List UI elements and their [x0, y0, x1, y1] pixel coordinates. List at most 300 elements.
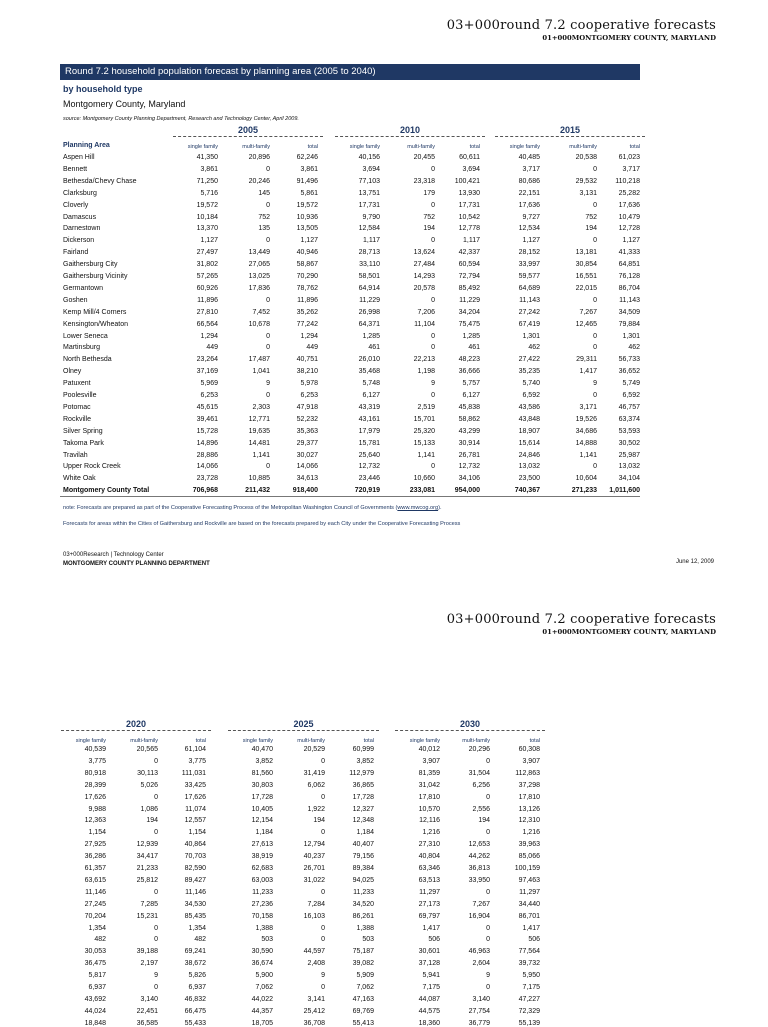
header-title: 03+000round 7.2 cooperative forecasts — [446, 612, 716, 627]
table-cell: 10,405 — [251, 805, 273, 813]
table-cell: 5,900 — [255, 972, 273, 980]
table-cell: 0 — [154, 924, 158, 932]
table-cell: 7,285 — [140, 900, 158, 908]
table-cell: 0 — [486, 924, 490, 932]
table-cell: 33,425 — [184, 781, 206, 789]
table-cell: 11,233 — [252, 888, 273, 896]
table-cell: 3,140 — [472, 995, 490, 1003]
table-cell: 22,151 — [518, 189, 540, 197]
table-cell: 30,027 — [296, 451, 318, 459]
table-cell: 0 — [431, 463, 435, 471]
column-header: multi-family — [569, 144, 597, 150]
table-cell: 66,564 — [196, 320, 218, 328]
table-cell: 112,979 — [349, 769, 374, 777]
table-cell: 20,455 — [413, 154, 435, 161]
table-cell: 0 — [431, 296, 435, 304]
note-text-end: ). — [438, 505, 442, 511]
table-cell: 31,504 — [468, 769, 490, 777]
table-cell: 6,253 — [200, 392, 218, 399]
column-header: total — [363, 738, 374, 744]
table-cell: 1,216 — [522, 829, 540, 837]
table-cell: 12,327 — [352, 805, 374, 813]
table-cell: 0 — [321, 924, 325, 932]
table-cell: 179 — [423, 189, 435, 197]
table-cell: 18,360 — [418, 1019, 440, 1027]
table-cell: 81,359 — [418, 769, 440, 777]
table-cell: 3,861 — [200, 165, 218, 173]
table-cell: 39,732 — [518, 960, 540, 968]
table-cell: 20,296 — [468, 746, 490, 753]
table-cell: 10,678 — [248, 320, 270, 328]
table-cell: 36,813 — [468, 865, 490, 872]
column-header: multi-family — [297, 738, 325, 744]
column-header: single family — [349, 144, 380, 150]
table-cell: 3,717 — [522, 165, 540, 173]
table-cell: 37,298 — [518, 781, 540, 789]
table-cell: 7,267 — [579, 308, 597, 316]
table-cell: 0 — [154, 829, 158, 837]
table-cell: 5,757 — [462, 380, 480, 388]
table-cell: 47,918 — [296, 403, 318, 411]
table-cell: 11,896 — [297, 296, 318, 304]
planning-area-name: Bennett — [63, 165, 88, 173]
table-cell: 19,572 — [196, 201, 218, 209]
table-cell: 1,117 — [363, 237, 380, 245]
table-cell: 752 — [258, 213, 270, 221]
table-cell: 27,173 — [418, 900, 440, 908]
table-cell: 44,597 — [303, 948, 325, 956]
table-cell: 75,475 — [458, 320, 480, 328]
table-cell: 11,297 — [419, 888, 440, 896]
table-cell: 27,613 — [251, 841, 273, 849]
table-cell: 29,532 — [575, 177, 597, 185]
table-cell: 85,492 — [458, 284, 480, 292]
table-cell: 14,066 — [196, 463, 218, 471]
table-cell: 11,297 — [519, 888, 540, 896]
table-cell: 40,237 — [303, 853, 325, 861]
table-cell: 30,113 — [137, 769, 158, 777]
table-cell: 12,732 — [358, 463, 380, 471]
table-cell: 18,705 — [251, 1019, 273, 1027]
note-city-forecasts: Forecasts for areas within the Cities of Gaithersburg and Rockville are based on the forecasts prepared by each City under the Cooperative Forecasting Process — [63, 521, 461, 527]
source-note: source: Montgomery County Planning Department, Research and Technology Center, April 2009. — [63, 116, 299, 122]
table-cell: 6,592 — [522, 392, 540, 399]
table-cell: 31,802 — [196, 261, 218, 269]
table-cell: 3,775 — [88, 757, 106, 765]
table-cell: 506 — [528, 936, 540, 944]
table-cell: 13,751 — [358, 189, 380, 197]
table-cell: 43,692 — [84, 995, 106, 1003]
table-cell: 62,246 — [296, 154, 318, 161]
table-cell: 60,611 — [459, 154, 480, 161]
table-cell: 62,683 — [251, 865, 273, 872]
table-cell: 19,635 — [248, 427, 270, 435]
table-cell: 0 — [154, 984, 158, 991]
table-cell: 15,781 — [358, 439, 380, 447]
table-cell: 1,184 — [356, 829, 374, 837]
table-cell: 740,367 — [514, 487, 540, 495]
table-cell: 11,233 — [353, 888, 374, 896]
table-cell: 44,024 — [84, 1007, 106, 1015]
table-cell: 39,082 — [352, 960, 374, 968]
table-cell: 27,310 — [418, 841, 440, 849]
table-cell: 70,204 — [84, 912, 106, 920]
table-cell: 38,919 — [251, 853, 273, 861]
table-cell: 9 — [154, 972, 158, 980]
table-cell: 0 — [266, 463, 270, 471]
table-cell: 17,731 — [358, 201, 380, 209]
table-cell: 20,529 — [303, 746, 325, 753]
table-cell: 44,357 — [251, 1007, 273, 1015]
table-cell: 28,152 — [518, 249, 540, 257]
table-cell: 76,128 — [618, 273, 640, 280]
table-cell: 85,066 — [518, 853, 540, 861]
table-cell: 0 — [431, 165, 435, 173]
planning-area-name: Gaithersburg City — [63, 261, 118, 269]
column-header: multi-family — [130, 738, 158, 744]
table-cell: 16,103 — [303, 912, 325, 920]
table-cell: 0 — [266, 237, 270, 245]
planning-area-name: Patuxent — [63, 380, 91, 388]
table-cell: 1,216 — [422, 829, 440, 837]
column-header: total — [469, 144, 480, 150]
table-cell: 11,074 — [185, 805, 206, 813]
table-cell: 25,640 — [358, 451, 380, 459]
table-cell: 42,337 — [458, 249, 480, 257]
table-cell: 110,218 — [615, 177, 640, 185]
header-subtitle: 01+000MONTGOMERY COUNTY, MARYLAND — [542, 34, 716, 42]
table-cell: 1,417 — [422, 924, 440, 932]
table-cell: 11,146 — [185, 888, 206, 896]
table-cell: 1,301 — [622, 332, 640, 340]
table-cell: 12,154 — [251, 817, 273, 825]
table-cell: 55,139 — [518, 1019, 540, 1027]
table-cell: 233,081 — [409, 487, 435, 495]
table-cell: 33,950 — [468, 876, 490, 884]
table-cell: 41,333 — [618, 249, 640, 257]
planning-area-name: Kemp Mill/4 Corners — [63, 308, 127, 316]
column-header: single family — [409, 738, 440, 744]
table-cell: 11,104 — [414, 320, 435, 328]
year-header: 2025 — [228, 718, 379, 731]
table-cell: 13,624 — [413, 249, 435, 257]
table-cell: 7,452 — [252, 308, 270, 316]
table-cell: 12,794 — [303, 841, 325, 849]
table-cell: 43,161 — [358, 415, 380, 423]
table-cell: 211,432 — [245, 487, 270, 495]
table-cell: 25,282 — [618, 189, 640, 197]
table-cell: 64,371 — [358, 320, 380, 328]
table-cell: 5,740 — [522, 380, 540, 388]
table-cell: 482 — [194, 936, 206, 944]
table-cell: 0 — [593, 201, 597, 209]
table-cell: 0 — [593, 237, 597, 245]
table-cell: 30,502 — [618, 439, 640, 447]
table-cell: 26,781 — [458, 451, 480, 459]
table-cell: 5,950 — [522, 972, 540, 980]
table-cell: 23,446 — [358, 475, 380, 483]
table-banner: Round 7.2 household population forecast by planning area (2005 to 2040) — [60, 64, 640, 80]
table-cell: 5,716 — [200, 189, 218, 197]
table-cell: 2,303 — [252, 403, 270, 411]
planning-area-name: Cloverly — [63, 201, 89, 209]
table-cell: 1,041 — [252, 368, 270, 376]
table-cell: 0 — [486, 829, 490, 837]
table-cell: 39,461 — [196, 415, 218, 423]
table-cell: 145 — [258, 189, 270, 197]
table-cell: 5,826 — [188, 972, 206, 980]
table-cell: 31,419 — [303, 769, 325, 777]
table-cell: 17,487 — [248, 356, 270, 364]
page2-header — [447, 612, 716, 636]
table-cell: 15,614 — [518, 439, 540, 447]
year-header: 2005 — [173, 124, 323, 137]
table-cell: 1,301 — [522, 332, 540, 340]
table-cell: 23,318 — [413, 177, 435, 185]
table-cell: 5,817 — [88, 972, 106, 980]
table-cell: 64,914 — [358, 284, 380, 292]
table-cell: 13,032 — [618, 463, 640, 471]
column-header: single family — [75, 738, 106, 744]
table-cell: 2,519 — [417, 403, 435, 411]
table-cell: 27,065 — [248, 261, 270, 269]
table-cell: 10,936 — [296, 213, 318, 221]
table-cell: 13,032 — [518, 463, 540, 471]
table-cell: 0 — [431, 237, 435, 245]
table-cell: 1,388 — [356, 924, 374, 932]
table-cell: 12,310 — [518, 817, 540, 825]
table-cell: 0 — [321, 757, 325, 765]
table-cell: 752 — [423, 213, 435, 221]
planning-area-name: Goshen — [63, 296, 88, 304]
table-cell: 45,615 — [196, 403, 218, 411]
table-cell: 46,832 — [184, 995, 206, 1003]
table-cell: 14,888 — [575, 439, 597, 447]
table-cell: 13,025 — [248, 273, 270, 280]
table-cell: 40,864 — [184, 841, 206, 849]
table-cell: 36,286 — [84, 853, 106, 861]
table-cell: 36,652 — [618, 368, 640, 376]
table-cell: 14,896 — [196, 439, 218, 447]
table-cell: 79,156 — [352, 853, 374, 861]
table-cell: 12,653 — [468, 841, 490, 849]
table-cell: 194 — [313, 817, 325, 825]
table-cell: 1,127 — [300, 237, 318, 245]
column-header: single family — [187, 144, 218, 150]
table-cell: 10,604 — [575, 475, 597, 483]
table-cell: 70,290 — [296, 273, 318, 280]
table-cell: 27,484 — [413, 261, 435, 269]
table-cell: 0 — [431, 344, 435, 352]
table-cell: 3,131 — [579, 189, 597, 197]
table-cell: 27,754 — [468, 1007, 490, 1015]
table-cell: 0 — [266, 165, 270, 173]
table-cell: 34,509 — [618, 308, 640, 316]
column-header: total — [195, 738, 206, 744]
table-cell: 11,143 — [619, 296, 640, 304]
table-cell: 0 — [593, 463, 597, 471]
table-cell: 13,505 — [296, 225, 318, 233]
table-cell: 25,320 — [413, 427, 435, 435]
table-cell: 40,407 — [352, 841, 374, 849]
table-cell: 56,733 — [618, 356, 640, 364]
table-cell: 1,354 — [88, 924, 106, 932]
table-cell: 7,062 — [356, 984, 374, 991]
table-cell: 12,363 — [84, 817, 106, 825]
table-cell: 3,907 — [422, 757, 440, 765]
table-cell: 706,968 — [192, 487, 218, 495]
table-cell: 1,417 — [579, 368, 597, 376]
table-cell: 6,253 — [300, 392, 318, 399]
planning-area-name: Rockville — [63, 415, 92, 423]
table-cell: 30,601 — [418, 948, 440, 956]
table-cell: 17,836 — [248, 284, 270, 292]
table-cell: 1,154 — [88, 829, 106, 837]
table-cell: 23,500 — [518, 475, 540, 483]
table-cell: 17,810 — [418, 793, 440, 801]
table-cell: 15,133 — [413, 439, 435, 447]
table-cell: 5,909 — [356, 972, 374, 980]
table-cell: 0 — [321, 793, 325, 801]
table-cell: 77,564 — [518, 948, 540, 956]
table-cell: 12,732 — [458, 463, 480, 471]
table-cell: 70,158 — [251, 912, 273, 920]
table-cell: 70,703 — [184, 853, 206, 861]
table-cell: 61,104 — [184, 746, 206, 753]
table-cell: 57,265 — [196, 273, 218, 280]
table-cell: 17,728 — [251, 793, 273, 801]
table-cell: 506 — [428, 936, 440, 944]
table-cell: 28,713 — [358, 249, 380, 257]
table-cell: 6,937 — [88, 984, 106, 991]
table-cell: 5,969 — [200, 380, 218, 388]
table-cell: 1,154 — [188, 829, 206, 837]
table-cell: 40,946 — [296, 249, 318, 257]
table-cell: 31,022 — [303, 876, 325, 884]
table-cell: 86,704 — [618, 284, 640, 292]
table-cell: 40,470 — [251, 746, 273, 753]
table-cell: 86,261 — [352, 912, 374, 920]
table-cell: 1,417 — [522, 924, 540, 932]
table-cell: 11,229 — [459, 296, 480, 304]
table-cell: 43,586 — [518, 403, 540, 411]
table-cell: 12,728 — [618, 225, 640, 233]
table-cell: 752 — [585, 213, 597, 221]
planning-area-name: North Bethesda — [63, 356, 112, 364]
table-cell: 12,584 — [358, 225, 380, 233]
table-cell: 13,370 — [196, 225, 218, 233]
table-cell: 37,169 — [196, 368, 218, 376]
table-cell: 72,329 — [518, 1007, 540, 1015]
table-cell: 39,963 — [518, 841, 540, 849]
table-cell: 28,399 — [84, 781, 106, 789]
table-cell: 0 — [154, 793, 158, 801]
table-cell: 27,810 — [196, 308, 218, 316]
table-cell: 100,421 — [454, 177, 480, 185]
table-cell: 39,188 — [136, 948, 158, 956]
table-cell: 0 — [266, 296, 270, 304]
table-cell: 55,413 — [352, 1019, 374, 1027]
table-cell: 17,636 — [518, 201, 540, 209]
table-cell: 34,106 — [458, 475, 480, 483]
table-cell: 78,762 — [296, 284, 318, 292]
table-cell: 10,184 — [196, 213, 218, 221]
table-cell: 0 — [431, 201, 435, 209]
note-cooperative-forecasting — [63, 505, 442, 511]
table-cell: 14,293 — [413, 273, 435, 280]
table-cell: 1,922 — [307, 805, 325, 813]
table-cell: 69,769 — [352, 1007, 374, 1015]
table-cell: 0 — [321, 829, 325, 837]
table-cell: 18,848 — [84, 1019, 106, 1027]
table-cell: 503 — [362, 936, 374, 944]
table-cell: 5,026 — [140, 781, 158, 789]
planning-area-name: Aspen Hill — [63, 154, 95, 161]
mwcog-link[interactable]: www.mwcog.org — [397, 505, 439, 511]
table-cell: 34,440 — [518, 900, 540, 908]
planning-area-name: Lower Seneca — [63, 332, 108, 340]
table-cell: 58,867 — [296, 261, 318, 269]
table-cell: 7,175 — [522, 984, 540, 991]
table-cell: 3,694 — [362, 165, 380, 173]
table-cell: 0 — [431, 332, 435, 340]
table-cell: 2,197 — [140, 960, 158, 968]
table-cell: 1,285 — [462, 332, 480, 340]
table-cell: 35,363 — [296, 427, 318, 435]
table-cell: 60,926 — [196, 284, 218, 292]
table-cell: 11,146 — [85, 888, 106, 896]
table-cell: 12,557 — [184, 817, 206, 825]
planning-area-name: Bethesda/Chevy Chase — [63, 177, 137, 185]
year-header: 2015 — [495, 124, 645, 137]
table-cell: 1,198 — [417, 368, 435, 376]
table-cell: 194 — [585, 225, 597, 233]
table-cell: 3,852 — [356, 757, 374, 765]
table-cell: 27,925 — [84, 841, 106, 849]
table-cell: 30,590 — [251, 948, 273, 956]
table-cell: 9,727 — [522, 213, 540, 221]
table-cell: 47,163 — [352, 995, 374, 1003]
table-cell: 15,231 — [136, 912, 158, 920]
planning-area-name: Travilah — [63, 451, 88, 459]
table-cell: 0 — [154, 888, 158, 896]
table-cell: 63,513 — [418, 876, 440, 884]
table-cell: 44,262 — [468, 853, 490, 861]
table-cell: 55,433 — [184, 1019, 206, 1027]
table-cell: 20,538 — [575, 154, 597, 161]
table-cell: 1,086 — [140, 805, 158, 813]
table-cell: 19,572 — [296, 201, 318, 209]
table-cell: 14,481 — [248, 439, 270, 447]
table-cell: 63,374 — [618, 415, 640, 423]
table-cell: 31,042 — [418, 781, 440, 789]
table-cell: 3,141 — [307, 995, 325, 1003]
table-cell: 1,141 — [417, 451, 435, 459]
table-cell: 36,666 — [458, 368, 480, 376]
table-cell: 64,689 — [518, 284, 540, 292]
table-cell: 60,308 — [518, 746, 540, 753]
planning-area-name: Clarksburg — [63, 189, 97, 197]
table-cell: 33,110 — [359, 261, 380, 269]
table-cell: 86,701 — [518, 912, 540, 920]
table-cell: 12,778 — [458, 225, 480, 233]
table-cell: 135 — [258, 225, 270, 233]
table-cell: 44,575 — [418, 1007, 440, 1015]
table-cell: 43,848 — [518, 415, 540, 423]
table-cell: 27,497 — [196, 249, 218, 257]
table-cell: 34,417 — [136, 853, 158, 861]
table-cell: 0 — [486, 793, 490, 801]
